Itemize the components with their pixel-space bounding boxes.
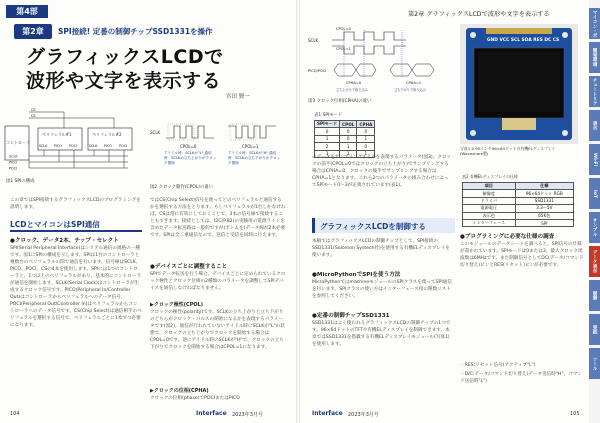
side-tab[interactable]: チュートリアル <box>589 76 600 107</box>
subsection-6-title: ●定番の制御チップSSD1331 <box>312 313 390 319</box>
subsection-4-title: ▶クロックの位相(CPHA) <box>150 388 209 394</box>
side-tab-bar <box>581 0 600 423</box>
chapter-badge: 第2章 <box>14 24 52 39</box>
table-cell: 1 <box>357 135 375 142</box>
subsection-3-title: ▶クロック極性(CPOL) <box>150 302 204 308</box>
table-cell: 65K色 <box>515 212 573 219</box>
cpha1-data-wave <box>390 64 434 76</box>
table-cell: 0 <box>357 128 375 135</box>
table-row <box>315 135 375 142</box>
table-header-cell: CPHA <box>357 121 375 128</box>
column-2-body-2: SPIでデータ転送を行う場合、デバイスごとに定められているクロック極性とクロック位相の2種類のパラメータを調整してSPIデバイスを通信しなければなりません。 <box>150 272 286 291</box>
column-2-body-3: クロックの極性(polarity)です。SCLKの立ち上がりと立ち下がりのどちらがクロック・パルスの開始になるかを表現するパラメータです(図2)。通信が行われていないアイドル時にSCLKが"L"の状態で、クロックの立ち上がりでクロックを開始する場合はCPOL=0です。逆にアイドル時のSCLKが"H"で、クロックの立ち下がりでクロックを開始する場合はCPOL=1になります。 <box>150 310 285 350</box>
fig1-pin-label: SCLK <box>89 144 98 148</box>
table-row <box>463 197 574 204</box>
table-header-cell: SPIモード <box>315 121 340 128</box>
column-3-body-4: SSD1331はよく使われるグラフィックスLCDの制御チップの1つです。96×64ドットのTFTや有機ELディスプレイを制御できます。本章ではSSD1331を搭載する有機ELディスプレイモジュール(写真1)を使用します。 <box>312 321 451 347</box>
photo-1-caption: 写真1 0.95インチ96×64ドットの有機ELディスプレイ(Waveshare製) <box>460 146 556 157</box>
figure-2-cpol <box>148 104 292 192</box>
bullet-item: ・RES:リセット信号(アクティブ"L") <box>460 363 536 368</box>
table-cell: 3 <box>315 150 340 157</box>
article-subtitle: SPI接続! 定番の制御チップSSD1331を操作 <box>58 27 213 36</box>
spi-mode-table <box>314 120 375 158</box>
cpol0-clock-wave <box>332 32 406 40</box>
fig3-pico-label: PICO/POCI <box>308 69 327 73</box>
figure-3-cpha <box>306 20 456 106</box>
table-cell: 3.3～5V <box>515 205 573 212</box>
fig1-peripheral2-label: ペリフェラル#2 <box>92 132 122 137</box>
table-cell: ドライバ <box>463 197 516 204</box>
figure-1-caption: 図1 SPIの構成 <box>6 179 35 184</box>
fig2-cpol1-label: CPOL=1 <box>242 144 259 149</box>
table-cell: 解像度 <box>463 190 516 197</box>
section-1-rule <box>10 230 142 232</box>
table-cell: 1 <box>357 150 375 157</box>
table-cell: 0 <box>340 135 357 142</box>
table-header-cell: CPOL <box>340 121 357 128</box>
table-cell: 0 <box>357 143 375 150</box>
article-title-line1: グラフィックスLCDで <box>26 46 224 68</box>
column-2-body-4: クロックの位相(phase)でPOCIまたはPICO <box>150 396 240 401</box>
subsection-5-title: ●MicroPythonでSPIを使う方法 <box>312 272 401 278</box>
spi-config-diagram <box>4 104 138 176</box>
column-2-body: ではCS(Chip Select)信号を使ってどのペリフェラルと通信するかを選択する方法をとります。もしペリフェラルが1台しかなければ、CSは常に有効にしておくことで、3本の信号線で接続することもできます。接続としては、I2C(P.82)の実験用の電源ラインを含めたデータ転送路は一般的ですが(ボトムを)データ線が2本必要です。SPIは全二重通信なので、送信と受信を同時に行えます。 <box>150 198 286 238</box>
fig1-pin-label: PICO <box>54 144 62 148</box>
side-tab[interactable]: 制御 <box>589 280 600 311</box>
fig3-note-falling: 立ち下がりで取り込み <box>394 88 426 92</box>
table-header-row <box>463 183 574 190</box>
left-footer-issue: 2023年3月号 <box>232 412 263 418</box>
side-tab[interactable]: サンプル <box>589 212 600 243</box>
fig1-pin-label: POCI <box>119 144 127 148</box>
bullet-item: ・D/C:データ/コマンド切り替え(データ送信時"H"、コマンド送信時"L") <box>460 372 582 384</box>
fig1-pin-label: SCLK <box>39 144 48 148</box>
column-3-body-2: 本稿ではグラフィックスLCDの制御チップとして、SPI接続のSSD1331(Solomon Systech社)を使用する有機ELディスプレイを使います。 <box>312 239 450 258</box>
left-page <box>0 0 296 423</box>
oled-spec-table <box>462 182 574 227</box>
running-header: 第2章 グラフィックスLCDで波形や文字を表示する <box>408 11 550 18</box>
table-cell: 1 <box>315 135 340 142</box>
table-cell: 0 <box>340 128 357 135</box>
right-page-number: 105 <box>570 411 580 417</box>
fig1-pin-label: PICO <box>104 144 112 148</box>
side-tab-active[interactable]: データ表示 <box>589 246 600 277</box>
table-cell: 1 <box>340 150 357 157</box>
oled-module-photo <box>460 24 578 144</box>
table-cell: 2 <box>315 143 340 150</box>
fig2-sclk-label: SCLK <box>150 130 161 135</box>
author-name: 宮田 賢一 <box>226 94 250 100</box>
left-footer-magazine: Interface <box>196 410 227 417</box>
table-2-oled-spec <box>462 174 580 227</box>
table-cell: SPI <box>515 219 573 226</box>
table-1-caption: 表1 SPIモード <box>314 113 343 118</box>
section-1-title: LCDとマイコンはSPI通信 <box>10 220 100 229</box>
column-4-body: このモジュールのデータシートを調べると、SPI信号の仕様が書かれています。SPIモードは0または3、最大クロック周波数は6MHzです。また制御信号としてDC(データ/コマンド切り替え)ピンとRES(リセット)ピンが必要です。 <box>460 242 584 268</box>
fig1-signal-label: SCLK <box>9 154 18 159</box>
fig1-peripheral1-label: ペリフェラル#1 <box>42 132 72 137</box>
left-page-number: 104 <box>10 411 20 417</box>
fig2-idle0-note: アイドル時：SCLKが"L" 通信時：SCLKの立ち上がりがクロック開始 <box>164 151 217 165</box>
fig3-cpol1-label: CPOL=1 <box>336 47 351 51</box>
right-page <box>300 0 600 423</box>
side-tab[interactable]: ツール <box>589 348 600 379</box>
table-cell: 0 <box>315 128 340 135</box>
table-cell: 1 <box>340 143 357 150</box>
table-header-cell: 項目 <box>463 183 516 190</box>
table-row <box>315 143 375 150</box>
side-tab[interactable]: 実践 <box>589 314 600 345</box>
table-cell: インターフェース <box>463 219 516 226</box>
side-tab[interactable]: 開発環境 <box>589 42 600 73</box>
column-3-body: のデータをサンプリングするかを表現するパラメータ(図3)。クロックの前半(CPOL=0ではクロックの立ち上がり)でサンプリングする場合はCPHA=0、クロックの後半でサンプリングする場合はCPHA=1となります。これら2つのパラメータの組み合わせによってSPIモード0〜3が定義されています(表1)。 <box>312 155 451 188</box>
cpha-timing-diagram <box>306 20 456 96</box>
fig3-cpha0-label: CPHA=0 <box>346 81 362 85</box>
cpol-timing-diagram <box>148 104 292 182</box>
side-tab[interactable]: 表示 <box>589 110 600 141</box>
article-title-line2: 波形や文字を表示する <box>26 70 222 92</box>
fig1-signal-label: PICO <box>9 160 18 165</box>
table-2-caption: 表2 有機ELディスプレイの仕様 <box>462 174 518 179</box>
column-3-body-3: MicroPythonではmachineモジュールのSPIクラスを使ってSPI通信を行います。SPIクラスの使い方はインターフェース用の関数リストを参照してください。 <box>312 280 452 299</box>
subsection-1-title: ●クロック、データ2本、チップ・セレクト <box>10 238 119 244</box>
table-header-cell: 仕様 <box>515 183 573 190</box>
fig1-controller-label: コントローラ <box>6 140 30 145</box>
column-1-body: SPI(Serial Peripheral Interface)はシリアル通信の規格の一種です。図1にSPIの構成を示します。SPIは1台のコントローラと複数台のペリフェラルの間で通信を行います。信号線はSCLK、PICO、POCI、CSの4本を使用します。SPIには1つのコントローラと、1つ以上のペリフェラルがあり、基本的にコントローラが通信を開始します。SCLK(Serial Clock)はコントローラが生成するクロック信号です。PICO(Peripheral In/Controller Out)はコントローラからペリフェラルへのデータ信号、POCI(Peripheral Out/Controller In)はペリフェラルからコントローラへのデータ信号です。CS(Chip Select)は通信相手のペリフェラルを選択する信号で、ペリフェラルごとに1本ずつ必要になります。 <box>10 246 142 328</box>
side-tab[interactable]: IoT <box>589 178 600 209</box>
right-footer-magazine: Interface <box>312 410 343 417</box>
table-cell: SSD1331 <box>515 197 573 204</box>
fig3-cpol0-label: CPOL=0 <box>336 27 351 31</box>
oled-pin-labels: GND VCC SCL SDA RES DC CS <box>487 38 560 43</box>
table-1-spi-modes <box>314 112 414 158</box>
fig1-signal-label: POCI <box>9 166 18 171</box>
fig3-cpha1-label: CPHA=1 <box>406 81 422 85</box>
part-badge: 第4部 <box>6 5 48 18</box>
table-row <box>463 190 574 197</box>
right-footer-issue: 2023年3月号 <box>348 412 379 418</box>
figure-2-caption: 図2 クロック動作(CPOL)の違い <box>150 185 214 190</box>
fig1-signal-label: CS <box>31 114 36 118</box>
fig1-pin-label: POCI <box>69 144 77 148</box>
photo-1-oled-module <box>460 24 578 170</box>
fig3-sclk-label: SCLK <box>308 38 319 43</box>
subsection-2-title: ●デバイスごとに調整すること <box>150 264 228 270</box>
figure-1-spi-config <box>4 104 138 186</box>
table-row <box>463 205 574 212</box>
section-2-title: グラフィックスLCDを制御する <box>320 222 426 231</box>
table-cell: 96×64ドット RGB <box>515 190 573 197</box>
table-header-row <box>315 121 375 128</box>
fig2-cpol0-label: CPOL=0 <box>180 144 197 149</box>
fig3-note-rising: 立ち上がりで取り込み <box>336 88 368 92</box>
table-cell: 表示色 <box>463 212 516 219</box>
subsection-7-title: ●プログラミングに必要な仕様の調査 <box>460 234 555 240</box>
fig1-signal-label: CS <box>31 108 36 112</box>
cpol0-waveform <box>166 126 214 138</box>
side-tab[interactable]: マイコン・ボード <box>589 8 600 39</box>
intro-paragraph: この章ではSPI接続するグラフィックスLCDのプログラミングを説明します。 <box>10 198 141 210</box>
cpha0-data-wave <box>334 64 376 76</box>
fig2-idle1-note: アイドル時：SCLKが"H" 通信時：SCLKの立ち下がりがクロック開始 <box>228 151 281 165</box>
table-row <box>315 128 375 135</box>
table-row <box>463 212 574 219</box>
figure-3-caption: 図3 クロック位相(CPHA)の違い <box>308 99 372 104</box>
cpol1-waveform <box>228 126 276 138</box>
table-cell: 電源電圧 <box>463 205 516 212</box>
side-tab[interactable]: Wi-Fi <box>589 144 600 175</box>
table-row <box>463 219 574 226</box>
